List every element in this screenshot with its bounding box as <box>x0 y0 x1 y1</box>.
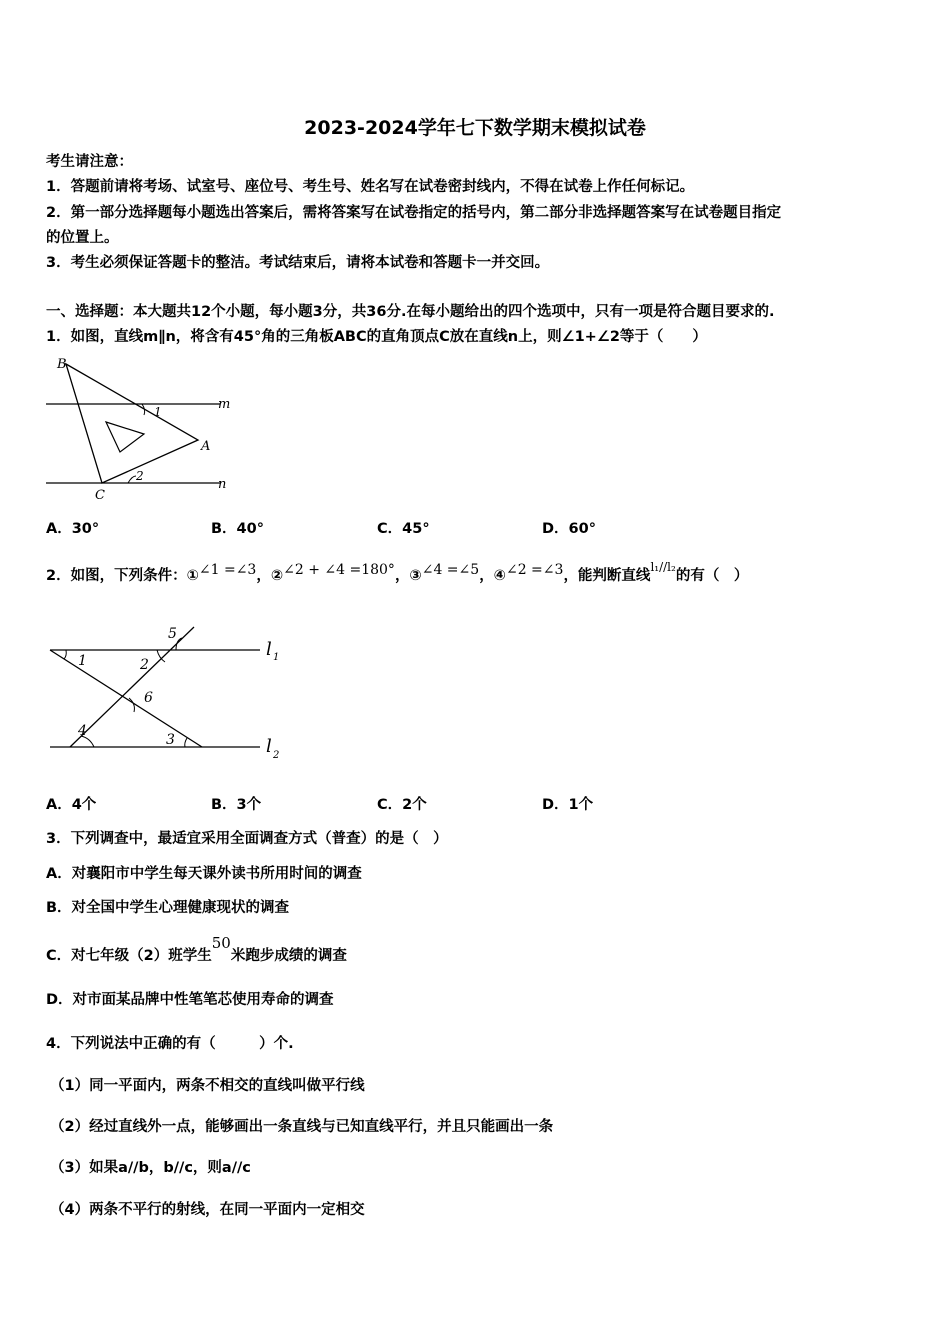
question-3-stem: 3．下列调查中，最适宜采用全面调查方式（普查）的是（ ） <box>46 831 448 847</box>
question-1-option-b: B．40° <box>211 521 264 537</box>
condition-2: ∠2 + ∠4 =180° <box>283 562 395 578</box>
q2-suffix: 的有（ ） <box>675 568 749 584</box>
label-l2: l <box>266 736 272 757</box>
question-3-option-c <box>46 934 347 966</box>
question-4-item: （2）经过直线外一点，能够画出一条直线与已知直线平行，并且只能画出一条 <box>50 1119 554 1135</box>
notice-heading: 考生请注意： <box>46 154 133 170</box>
q2-sep: ，能判断直线 <box>563 568 651 584</box>
label-b: B <box>57 357 67 372</box>
condition-3: ∠4 =∠5 <box>421 562 480 578</box>
q2-sep: ，③ <box>394 568 422 584</box>
transversal-2 <box>70 627 194 747</box>
condition-4: ∠2 =∠3 <box>505 562 564 578</box>
page-title: 2023-2024学年七下数学期末模拟试卷 <box>304 117 646 139</box>
option-c-number: 50 <box>211 934 231 952</box>
label-a: A <box>201 439 211 454</box>
question-2-figure <box>44 622 294 767</box>
question-1-stem: 1．如图，直线m∥n，将含有45°角的三角板ABC的直角顶点C放在直线n上，则∠1+∠2等于（ ） <box>46 329 707 345</box>
label-l1: l <box>266 639 272 660</box>
question-4-item: （4）两条不平行的射线，在同一平面内一定相交 <box>50 1202 365 1218</box>
question-1-option-c: C．45° <box>377 521 430 537</box>
notice-item: 3．考生必须保证答题卡的整洁。考试结束后，请将本试卷和答题卡一并交回。 <box>46 255 550 271</box>
label-angle-2: 2 <box>136 469 144 483</box>
transversal-1 <box>50 650 202 747</box>
label-angle-2: 2 <box>140 657 149 673</box>
question-2-option-c: C．2个 <box>377 797 427 813</box>
label-angle-6: 6 <box>144 690 153 706</box>
option-c-pre: C．对七年级（2）班学生 <box>46 948 212 964</box>
angle-2-arc <box>128 476 136 483</box>
q2-sep: ，④ <box>479 568 506 584</box>
notice-item: 的位置上。 <box>46 230 119 246</box>
q2-sep: ，② <box>256 568 284 584</box>
notice-item: 2．第一部分选择题每小题选出答案后，需将答案写在试卷指定的括号内，第二部分非选择题答案写在试卷题目指定 <box>46 205 782 221</box>
question-3-option-a: A．对襄阳市中学生每天课外读书所用时间的调查 <box>46 866 362 882</box>
label-c: C <box>95 488 105 503</box>
label-l2-sub: 2 <box>273 750 280 761</box>
label-angle-1: 1 <box>154 405 162 419</box>
label-m: m <box>218 397 231 412</box>
question-1-option-a: A．30° <box>46 521 100 537</box>
question-4-stem: 4．下列说法中正确的有（ ）个. <box>46 1036 294 1052</box>
notice-item: 1．答题前请将考场、试室号、座位号、考生号、姓名写在试卷密封线内，不得在试卷上作任何标记。 <box>46 179 695 195</box>
q2-prefix: 2．如图，下列条件：① <box>46 568 199 584</box>
question-3-option-d: D．对市面某品牌中性笔笔芯使用寿命的调查 <box>46 992 334 1008</box>
angle-1-arc <box>142 404 145 415</box>
question-3-option-b: B．对全国中学生心理健康现状的调查 <box>46 900 290 916</box>
triangle-abc <box>66 364 198 483</box>
question-4-item: （3）如果a//b，b//c，则a//c <box>50 1160 251 1176</box>
question-2-option-d: D．1个 <box>542 797 594 813</box>
question-2-option-a: A．4个 <box>46 797 97 813</box>
label-l1-sub: 1 <box>273 652 280 663</box>
label-angle-1: 1 <box>78 653 87 669</box>
option-c-post: 米跑步成绩的调查 <box>230 948 347 964</box>
angle-1-arc <box>64 650 66 659</box>
angle-6-arc <box>129 698 134 712</box>
question-1-option-d: D．60° <box>542 521 596 537</box>
label-angle-5: 5 <box>168 626 177 642</box>
question-2-option-b: B．3个 <box>211 797 262 813</box>
question-4-item: （1）同一平面内，两条不相交的直线叫做平行线 <box>50 1078 365 1094</box>
section-heading: 一、选择题：本大题共12个小题，每小题3分，共36分.在每小题给出的四个选项中，只有一项是符合题目要求的. <box>46 304 775 320</box>
question-2-stem <box>46 560 749 586</box>
angle-3-arc <box>185 738 187 747</box>
inner-triangle <box>106 422 144 452</box>
condition-1: ∠1 =∠3 <box>198 562 257 578</box>
question-1-figure <box>40 352 240 504</box>
lines-l1-l2: l₁//l₂ <box>650 560 676 574</box>
label-angle-3: 3 <box>166 732 175 748</box>
label-angle-4: 4 <box>78 723 87 739</box>
label-n: n <box>218 477 227 492</box>
